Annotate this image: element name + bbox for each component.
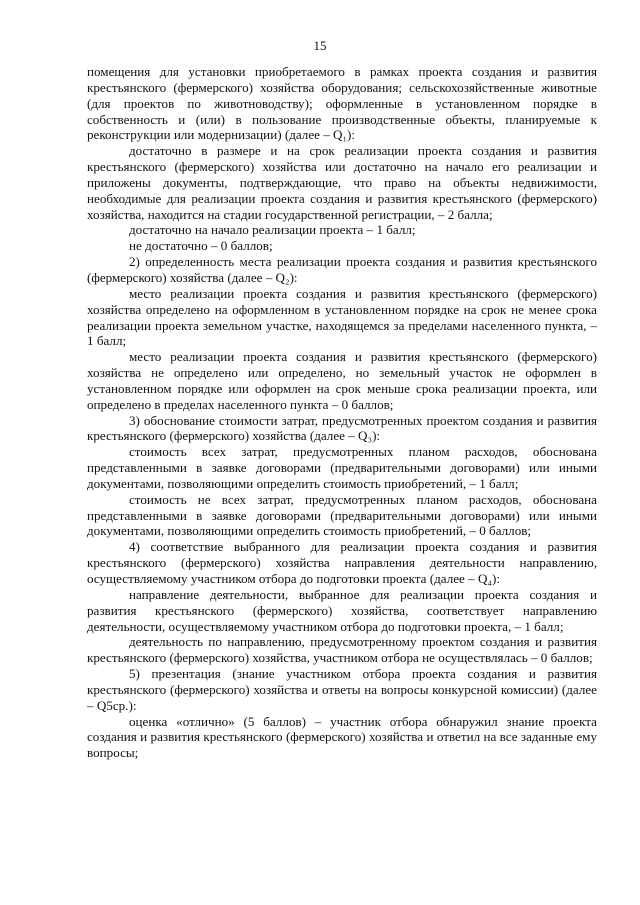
paragraph: 2) определенность места реализации проекта создания и развития крестьянского (фермерского) хозяйства (далее – Q₂): xyxy=(87,254,597,285)
paragraph: 4) соответствие выбранного для реализации проекта создания и развития крестьянского (фермерского) хозяйства направления деятельности направлению, осуществляемому участником отбора до подготовки проекта (далее – Q₄): xyxy=(87,539,597,586)
paragraph: достаточно на начало реализации проекта – 1 балл; xyxy=(129,222,416,238)
document-body xyxy=(87,64,597,761)
paragraph: место реализации проекта создания и развития крестьянского (фермерского) хозяйства не определено или определено, но земельный участок не оформлен в установленном порядке или оформлен на срок меньше срока реализации проекта, или определено в пределах населенного пункта – 0 баллов; xyxy=(87,349,597,412)
paragraph: деятельность по направлению, предусмотренному проектом создания и развития крестьянского (фермерского) хозяйства, участником отбора не осуществлялась – 0 баллов; xyxy=(87,634,597,666)
paragraph: место реализации проекта создания и развития крестьянского (фермерского) хозяйства определено на оформленном в установленном порядке на срок не менее срока реализации проекта земельном участке, находящемся за пределами населенного пункта, – 1 балл; xyxy=(87,285,597,349)
paragraph: помещения для установки приобретаемого в рамках проекта создания и развития крестьянского (фермерского) хозяйства оборудования; сельскохозяйственные животные (для проектов по животноводству); оформленные в установленном порядке в собственность и (или) в пользование производственные объекты, планируемые к реконструкции или модернизации) (далее – Q₁): xyxy=(87,64,597,143)
paragraph: стоимость всех затрат, предусмотренных планом расходов, обоснована представленными в заявке договорами (предварительными договорами) или иными документами, позволяющими определить стоимость приобретений, – 1 балл; xyxy=(87,444,597,491)
paragraph: не достаточно – 0 баллов; xyxy=(129,238,273,254)
page-number: 15 xyxy=(313,38,327,53)
paragraph: достаточно в размере и на срок реализации проекта создания и развития крестьянского (фермерского) хозяйства или достаточно на начало его реализации и приложены документы, подтверждающие, что право на объекты недвижимости, необходимые для реализации проекта создания и развития крестьянского (фермерского) хозяйства, находится на стадии государственной регистрации, – 2 балла; xyxy=(87,143,597,222)
paragraph: стоимость не всех затрат, предусмотренных планом расходов, обоснована представленными в заявке договорами (предварительными договорами) или иными документами, позволяющими определить стоимость приобретений, – 0 баллов; xyxy=(87,491,597,539)
paragraph: 5) презентация (знание участником отбора проекта создания и развития крестьянского (фермерского) хозяйства и ответы на вопросы конкурсной комиссии) (далее – Q5ср.): xyxy=(87,666,597,713)
paragraph: 3) обоснование стоимости затрат, предусмотренных проектом создания и развития крестьянского (фермерского) хозяйства (далее – Q₃): xyxy=(87,412,597,444)
paragraph: направление деятельности, выбранное для реализации проекта создания и развития крестьянского (фермерского) хозяйства, соответствует направлению деятельности, осуществляемому участником отбора до подготовки проекта, – 1 балл; xyxy=(87,586,597,634)
paragraph: оценка «отлично» (5 баллов) – участник отбора обнаружил знание проекта создания и развития крестьянского (фермерского) хозяйства и ответил на все заданные ему вопросы; xyxy=(87,713,597,761)
